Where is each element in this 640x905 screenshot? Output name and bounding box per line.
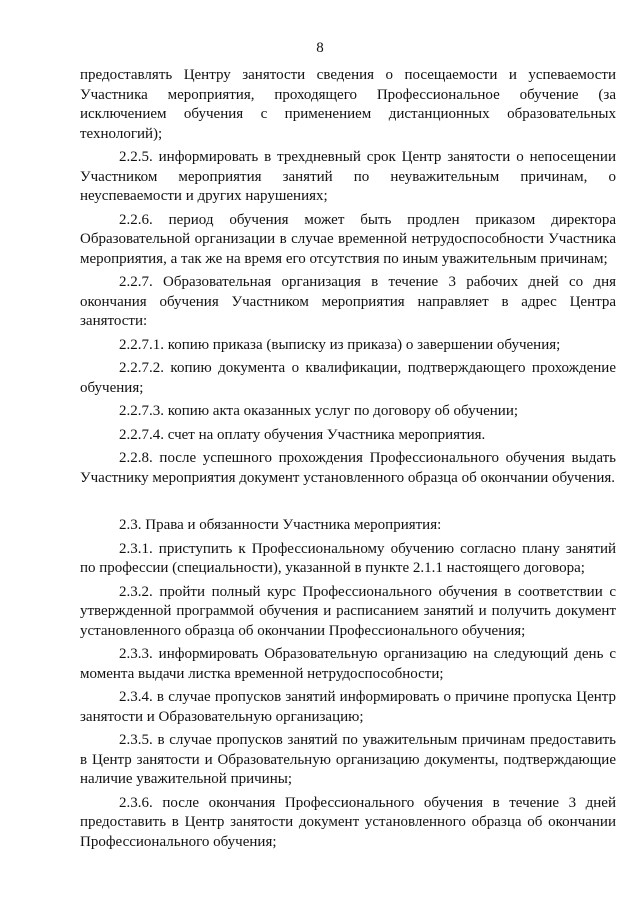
paragraph-2-3-1: 2.3.1. приступить к Профессиональному обучению согласно плану занятий по профессии (специальности), указанной в пункте 2.1.1 настоящего договора; <box>80 540 616 576</box>
paragraph-2-3-4: 2.3.4. в случае пропусков занятий информировать о причине пропуска Центр занятости и Образовательную организацию; <box>80 689 616 725</box>
section-gap <box>80 492 616 516</box>
document-body <box>80 66 616 856</box>
paragraph-2-2-8: 2.2.8. после успешного прохождения Профессионального обучения выдать Участнику мероприятия документ установленного образца об окончании обучения. <box>80 450 616 486</box>
paragraph-2-3-5: 2.3.5. в случае пропусков занятий по уважительным причинам предоставить в Центр занятости и Образовательную организацию документы, подтверждающие наличие уважительной причины; <box>80 732 616 787</box>
paragraph-2-2-7: 2.2.7. Образовательная организация в течение 3 рабочих дней со дня окончания обучения Участником мероприятия направляет в адрес Центра занятости: <box>80 274 616 329</box>
page-number: 8 <box>316 40 324 56</box>
paragraph-2-2-6: 2.2.6. период обучения может быть продлен приказом директора Образовательной организации в случае временной нетрудоспособности Участника мероприятия, а так же на время его отсутствия по иным уважительным причинам; <box>80 211 616 267</box>
paragraph-2-2-5: 2.2.5. информировать в трехдневный срок Центр занятости о непосещении Участником мероприятия занятий по неуважительным причинам, о неуспеваемости и других нарушениях; <box>80 149 616 204</box>
paragraph-continuation: предоставлять Центру занятости сведения о посещаемости и успеваемости Участника мероприятия, проходящего Профессиональное обучение (за исключением обучения с применением дистанционных образовательных технологий); <box>80 67 616 142</box>
paragraph-2-3-6: 2.3.6. после окончания Профессионального обучения в течение 3 дней предоставить в Центр занятости документ установленного образца об окончании Профессионального обучения; <box>80 794 616 850</box>
paragraph-2-2-7-2: 2.2.7.2. копию документа о квалификации, подтверждающего прохождение обучения; <box>80 360 616 396</box>
paragraph-2-3-2: 2.3.2. пройти полный курс Профессионального обучения в соответствии с утвержденной программой обучения и расписанием занятий и получить документ установленного образца об окончании Профессионального обучения; <box>80 583 616 639</box>
paragraph-2-2-7-3: 2.2.7.3. копию акта оказанных услуг по договору об обучении; <box>119 403 519 419</box>
paragraph-2-2-7-1: 2.2.7.1. копию приказа (выписку из приказа) о завершении обучения; <box>119 336 561 353</box>
paragraph-2-3-3: 2.3.3. информировать Образовательную организацию на следующий день с момента выдачи листка временной нетрудоспособности; <box>80 646 616 682</box>
paragraph-2-2-7-4: 2.2.7.4. счет на оплату обучения Участника мероприятия. <box>119 426 486 443</box>
section-heading-2-3: 2.3. Права и обязанности Участника мероприятия: <box>119 517 442 533</box>
